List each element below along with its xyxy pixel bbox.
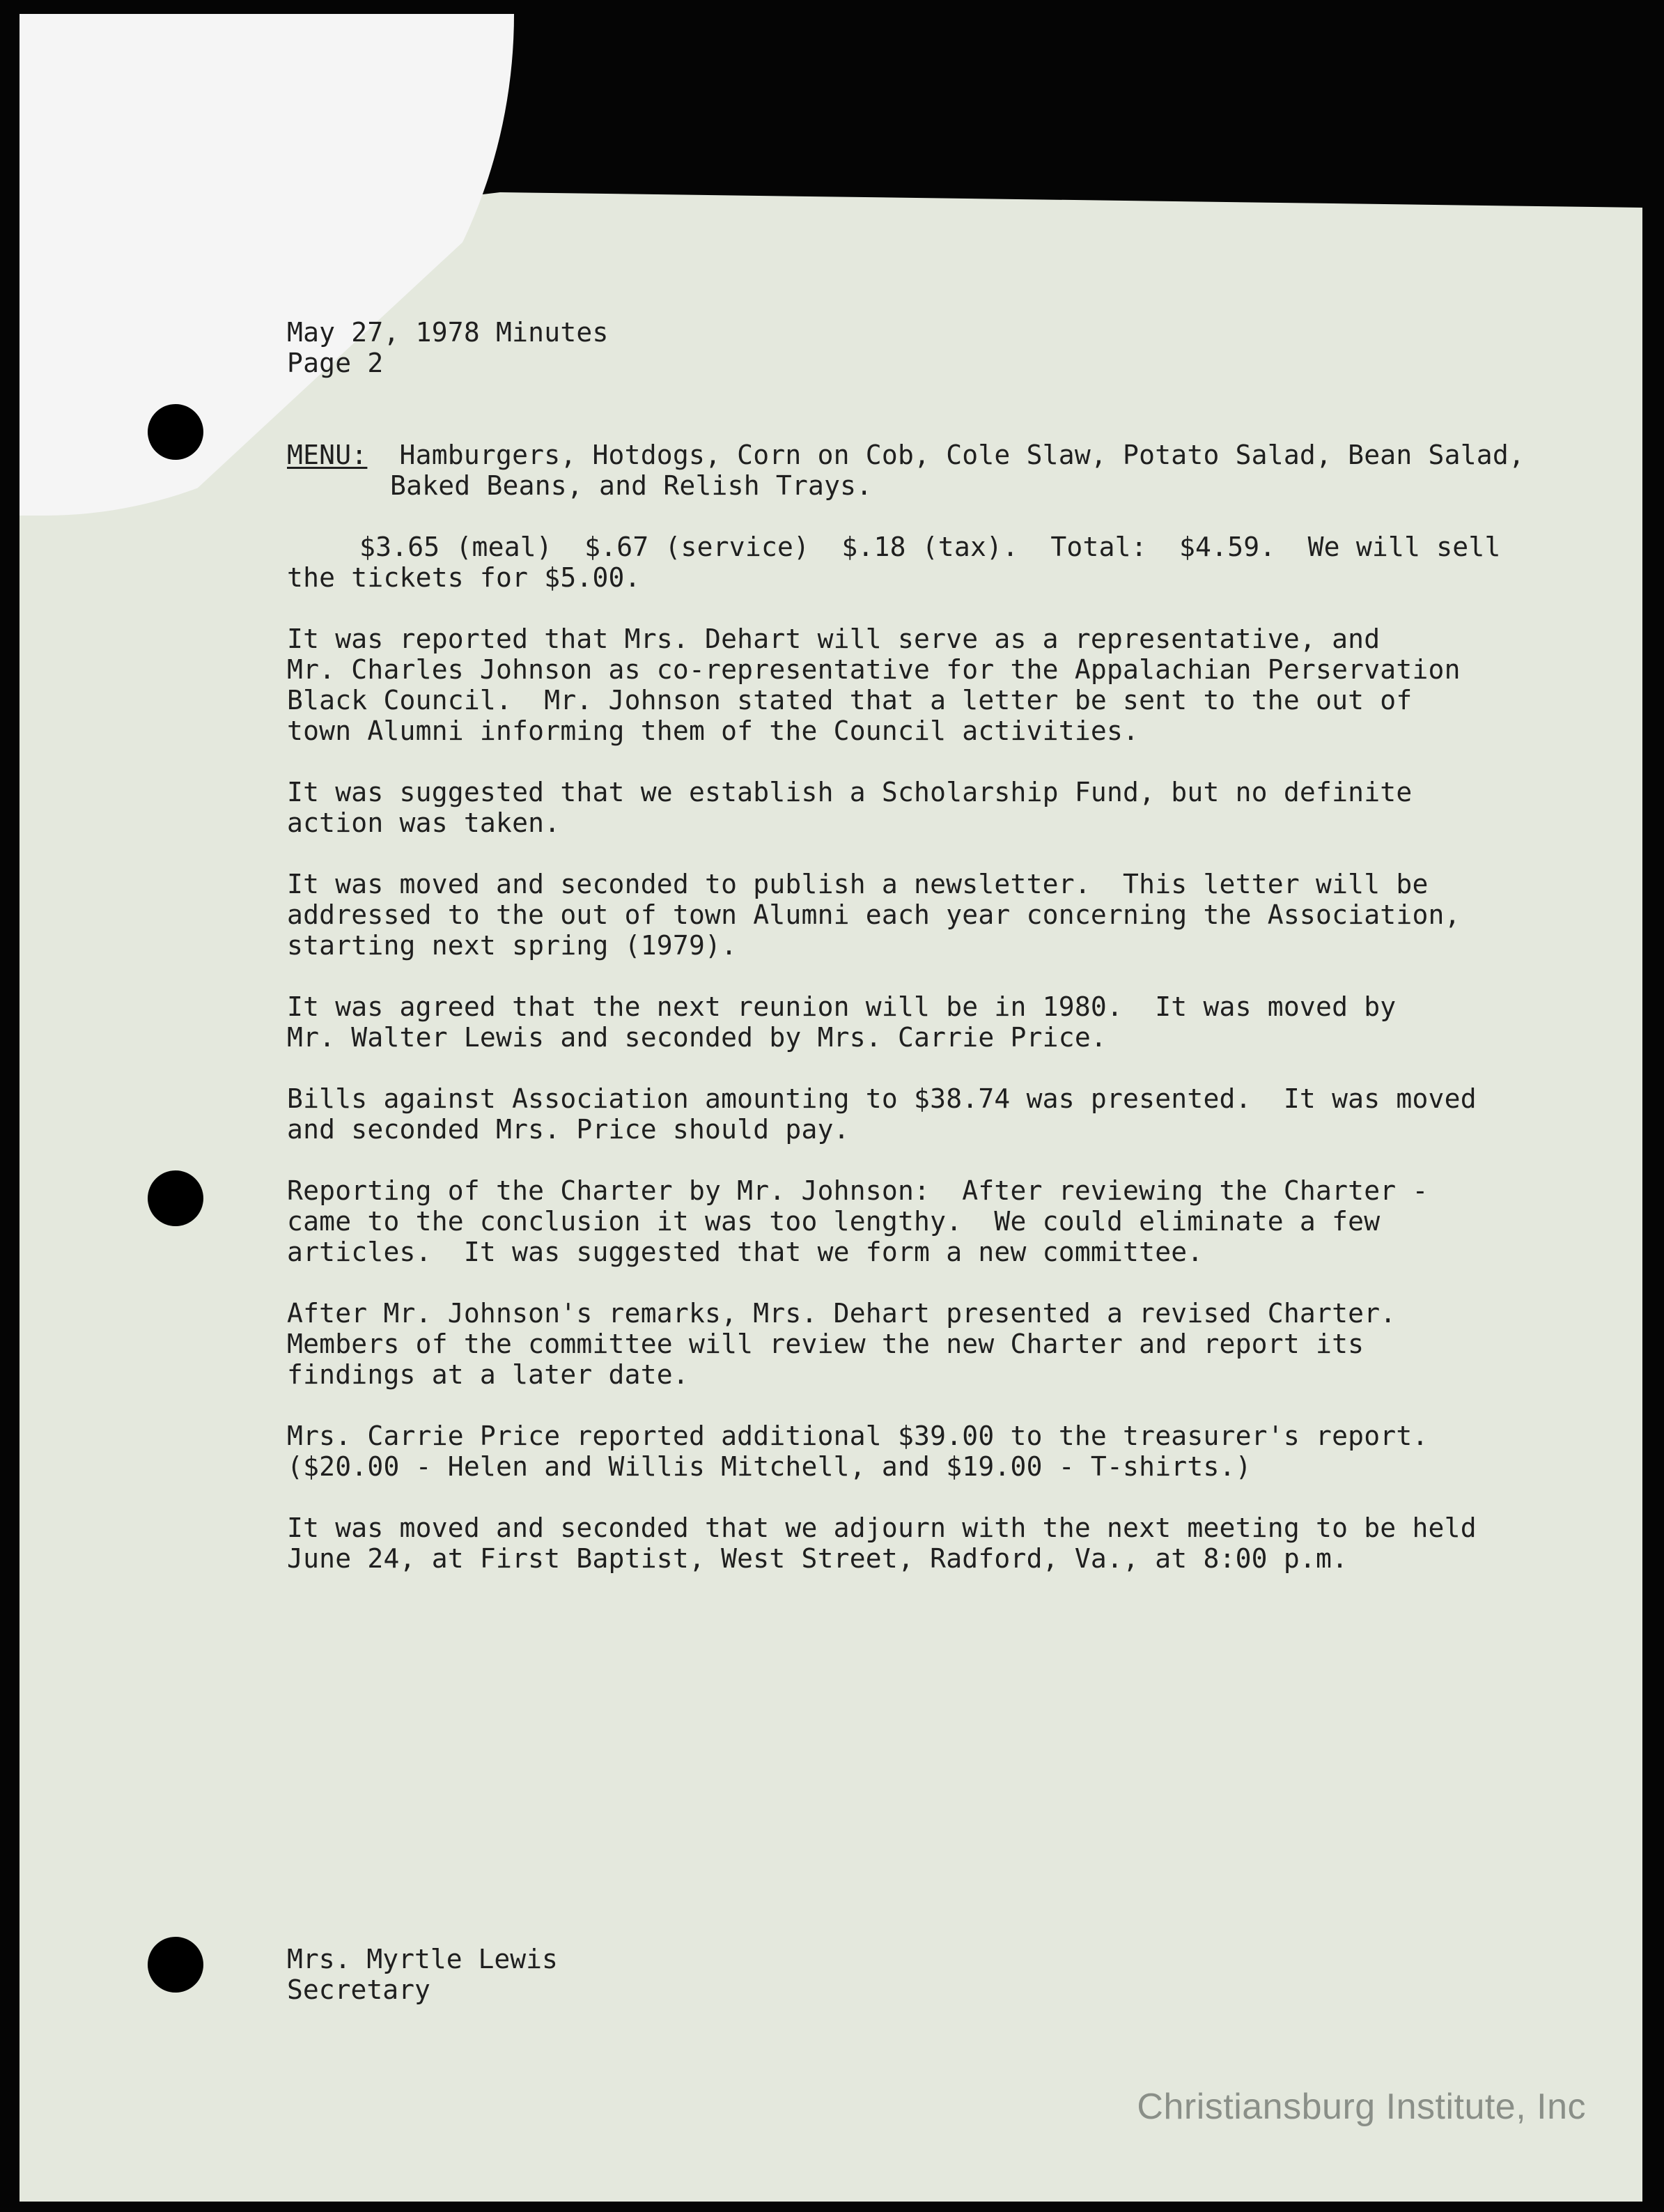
minutes-body bbox=[287, 317, 1525, 1574]
paragraph-line: findings at a later date. bbox=[287, 1359, 689, 1390]
paragraph-prices bbox=[287, 532, 1501, 593]
paragraph-line: $3.65 (meal) $.67 (service) $.18 (tax). Total: $4.59. We will sell bbox=[359, 532, 1501, 562]
paragraph-line: town Alumni informing them of the Council activities. bbox=[287, 716, 1140, 746]
menu-items-1: Hamburgers, Hotdogs, Corn on Cob, Cole Slaw, Potato Salad, Bean Salad, bbox=[399, 440, 1525, 470]
paragraph-adjourn bbox=[287, 1513, 1485, 1574]
paragraph-line: Reporting of the Charter by Mr. Johnson: After reviewing the Charter - bbox=[287, 1175, 1429, 1206]
paragraph-newsletter bbox=[287, 869, 1485, 961]
punch-hole-middle bbox=[148, 1170, 203, 1226]
punch-hole-top bbox=[148, 404, 203, 460]
paragraph-reunion bbox=[287, 991, 1485, 1053]
header-date: May 27, 1978 Minutes bbox=[287, 317, 609, 348]
signature-block bbox=[287, 1944, 558, 2005]
paragraph-line: June 24, at First Baptist, West Street, Radford, Va., at 8:00 p.m. bbox=[287, 1543, 1348, 1574]
menu-line-1 bbox=[287, 440, 1525, 470]
paragraph-line: It was moved and seconded to publish a newsletter. This letter will be bbox=[287, 869, 1429, 899]
paragraph-line: Bills against Association amounting to $38.74 was presented. It was moved bbox=[287, 1083, 1477, 1114]
paragraph-line: Members of the committee will review the new Charter and report its bbox=[287, 1329, 1364, 1359]
watermark: Christiansburg Institute, Inc bbox=[1137, 2087, 1586, 2127]
signature-title: Secretary bbox=[287, 1974, 430, 2005]
paragraph-scholarship bbox=[287, 777, 1485, 838]
menu-label: MENU: bbox=[287, 440, 368, 470]
punch-hole-bottom bbox=[148, 1937, 203, 1993]
paragraph-line: articles. It was suggested that we form a new committee. bbox=[287, 1237, 1204, 1267]
paragraph-bills bbox=[287, 1083, 1485, 1145]
header-page: Page 2 bbox=[287, 348, 384, 378]
paragraph-line: starting next spring (1979). bbox=[287, 930, 738, 961]
paragraph-line: It was agreed that the next reunion will be in 1980. It was moved by bbox=[287, 991, 1397, 1022]
paragraph-line: It was moved and seconded that we adjourn with the next meeting to be held bbox=[287, 1513, 1477, 1543]
signature-name: Mrs. Myrtle Lewis bbox=[287, 1944, 558, 1974]
paragraph-line: Mr. Walter Lewis and seconded by Mrs. Carrie Price. bbox=[287, 1022, 1107, 1053]
paragraph-line: Mrs. Carrie Price reported additional $39.00 to the treasurer's report. bbox=[287, 1421, 1429, 1451]
paragraph-revised-charter bbox=[287, 1298, 1485, 1390]
paragraph-line: action was taken. bbox=[287, 807, 561, 838]
paragraph-treasurer bbox=[287, 1421, 1485, 1482]
paragraph-line: addressed to the out of town Alumni each year concerning the Association, bbox=[287, 899, 1461, 930]
paragraph-line: It was reported that Mrs. Dehart will serve as a representative, and bbox=[287, 624, 1381, 654]
menu-line-2: Baked Beans, and Relish Trays. bbox=[390, 470, 873, 501]
paragraph-line: and seconded Mrs. Price should pay. bbox=[287, 1114, 850, 1145]
paragraph-line: It was suggested that we establish a Scholarship Fund, but no definite bbox=[287, 777, 1413, 807]
paragraph-line: ($20.00 - Helen and Willis Mitchell, and $19.00 - T-shirts.) bbox=[287, 1451, 1252, 1482]
paragraph-line: Black Council. Mr. Johnson stated that a letter be sent to the out of bbox=[287, 685, 1413, 716]
paragraph-line: came to the conclusion it was too lengthy. We could eliminate a few bbox=[287, 1206, 1381, 1237]
menu-block bbox=[287, 440, 1525, 501]
paragraph-line: the tickets for $5.00. bbox=[287, 562, 641, 593]
paragraph-line: Mr. Charles Johnson as co-representative for the Appalachian Perservation bbox=[287, 654, 1461, 685]
paragraph-line: After Mr. Johnson's remarks, Mrs. Dehart presented a revised Charter. bbox=[287, 1298, 1397, 1329]
paragraph-charter-report bbox=[287, 1175, 1485, 1267]
paragraph-representative bbox=[287, 624, 1485, 746]
